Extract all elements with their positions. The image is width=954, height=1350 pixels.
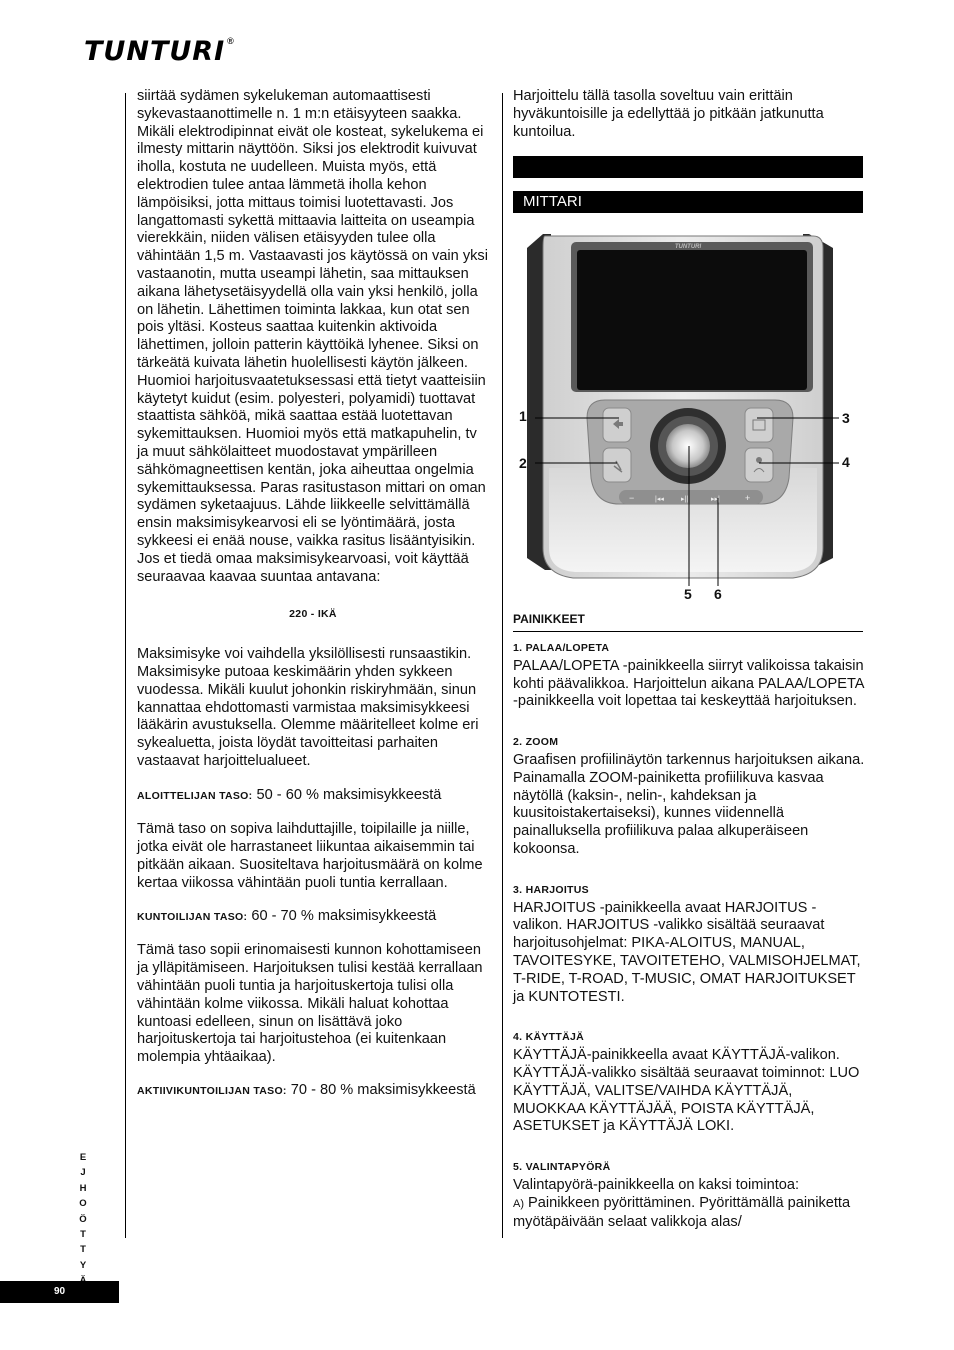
active-level-heading: [137, 1082, 489, 1101]
intro-paragraph: siirtää sydämen sykelukeman automaattisesti sykevastaanottimelle n. 1 m:n etäisyyteen saakka. Mikäli elektrodipinnat eivät ole kosteat, sykelukema ei ilmesty mittarin näyttöön. Siksi jos elektrodit kuivuvat iholla, kostuta ne uudelleen. Muista myös, että elektrodien tulee antaa lämmetä iholla kehon lämpöisiksi, jotta mittaus toimisi luotettavasti. Jos langattomasti sykettä mittaavia laitteita on useampia vierekkäin, niiden välisen etäisyyden tulee olla vähintään 1,5 m. Vastaavasti jos käytössä on vain yksi vastaanotin, mutta useampi lähetin, saa mittauksen aikana lähetysetäisyydellä olla vain yksi henkilö, jolla on lähetin. Lähettimen toiminta lakkaa, kun otat sen pois yltäsi. Kosteus saattaa kuitenkin aktivoida lähettimen, jolloin patterin käyttöikä lyhenee. Siksi on tärkeätä kuivata lähetin huolellisesti käytön jälkeen. Huomioi harjoitusvaatetuksessasi että tietyt vaatteisiin käytetyt kuidut (esim. polyesteri, polyamidi) tuottavat staattista sähköä, mikä saattaa estää luotettavan sykemittauksen. Huomioi myös että matkapuhelin, tv ja muut sähkölaitteet muodostavat ympärilleen sähkömagneettisen kentän, joka aiheuttaa ongelmia sykemittauksessa. Paras rasitustason mittari on oman sydämen syketaajuus. Lähde liikkeelle selvittämällä ensin maksimisykearvosi eli se lyöntimäärä, josta sykkeesi ei enää nouse, vaikka rasitus lisääntyisikin. Jos et tiedä omaa maksimisykearvoasi, voit käyttää seuraavaa kaavaa suuntaa antavana:: [137, 88, 488, 585]
side-label-letter: J: [80, 1167, 86, 1179]
beginner-level-text: Tämä taso on sopiva laihduttajille, toipilaille ja niille, jotka eivät ole harrastaneet liikuntaa aikaisemmin tai pitkään aikaan. Suositeltava harjoitusmäärä on kolme kertaa viikossa vähintään puoli tuntia kerrallaan.: [137, 821, 483, 891]
item-3-title: 3. HARJOITUS: [513, 883, 589, 896]
side-label-letter: Y: [79, 1259, 87, 1271]
left-column-rule: [125, 93, 126, 1238]
side-label-letter: H: [79, 1182, 87, 1194]
minus-button: −: [629, 493, 635, 503]
fitness-level-value: 60 - 70 % maksimisykkeestä: [247, 907, 437, 924]
active-level-value: 70 - 80 % maksimisykkeestä: [286, 1082, 476, 1099]
item-5-text: Valintapyörä-painikkeella on kaksi toimintoa:: [513, 1176, 800, 1193]
item-5-sub-text: Painikkeen pyörittäminen. Pyörittämällä painiketta myötäpäivään selaat valikkoja alas/: [513, 1194, 851, 1230]
screen: [577, 250, 807, 390]
active-level-label: AKTIIVIKUNTOILIJAN TASO:: [137, 1085, 287, 1098]
item-5-title: 5. VALINTAPYÖRÄ: [513, 1161, 611, 1174]
side-label-letter: Ö: [79, 1213, 87, 1225]
section-title-bar: [513, 191, 863, 213]
selector-knob: [666, 424, 710, 468]
brand-name: TUNTURI: [84, 36, 226, 67]
beginner-level-heading: [137, 787, 489, 806]
intro-paragraph-right: Harjoittelu tällä tasolla soveltuu vain erittäin hyväkuntoisille ja edellyttää jo pitkään jatkunutta kuntoilua.: [513, 88, 824, 140]
item-1-title: 1. PALAA/LOPETA: [513, 642, 610, 654]
page-number: 90: [0, 1281, 119, 1303]
right-column-intro: [513, 88, 863, 141]
item-5-sub-label: A): [513, 1197, 524, 1210]
fitness-level-label: KUNTOILIJAN TASO:: [137, 910, 248, 923]
section-title: MITTARI: [523, 193, 582, 210]
side-label-letter: O: [79, 1198, 87, 1210]
next-button: ▸▸|: [711, 496, 720, 503]
callout-3: 3: [842, 410, 850, 426]
callout-5: 5: [684, 586, 692, 602]
callout-1: 1: [519, 408, 527, 424]
brand-logo: [84, 36, 234, 67]
device-brand: TUNTURI: [674, 244, 702, 250]
formula: 220 - IKÄ: [289, 608, 337, 621]
beginner-level-value: 50 - 60 % maksimisykkeestä: [252, 786, 442, 803]
callout-4: 4: [842, 454, 850, 470]
item-5-sub: [513, 1195, 865, 1232]
console-illustration: [513, 228, 863, 588]
registered-mark: ®: [227, 36, 234, 46]
play-pause-button: ▸||: [681, 496, 689, 503]
side-label-letter: T: [80, 1244, 86, 1256]
zoom-button: [603, 448, 631, 482]
callout-2: 2: [519, 455, 527, 471]
beginner-level-label: ALOITTELIJAN TASO:: [137, 789, 253, 802]
item-1-text: PALAA/LOPETA -painikkeella siirryt valikoissa takaisin kohti päävalikkoa. Harjoittelun aikana PALAA/LOPETA -painikkeella voit lopettaa tai keskeyttää harjoituksen.: [513, 657, 864, 710]
side-label-letter: T: [80, 1229, 86, 1241]
user-button: [745, 448, 773, 482]
user-icon: [756, 457, 762, 463]
plus-button: +: [745, 493, 751, 503]
workout-button: [745, 408, 773, 442]
buttons-list: [513, 640, 865, 1231]
item-2-text: Graafisen profiilinäytön tarkennus harjoituksen aikana. Painamalla ZOOM-painiketta profiilikuva kasvaa näytöllä (kaksin-, nelin-, kahdeksan ja kuusitoistakertaiseksi), kunnes viidennellä painalluksella profiilikuva palaa alkuperäiseen kokoonsa.: [513, 751, 865, 857]
fitness-level-heading: [137, 908, 489, 927]
item-4-text: KÄYTTÄJÄ-painikkeella avaat KÄYTTÄJÄ-valikon. KÄYTTÄJÄ-valikko sisältää seuraavat toiminnot: LUO KÄYTTÄJÄ, VALITSE/VAIHDA KÄYTTÄJÄ, MUOKKAA KÄYTTÄJÄÄ, POISTA KÄYTTÄJÄ, ASETUKSET ja KÄYTTÄJÄ LOKI.: [513, 1047, 860, 1135]
middle-column-rule: [502, 93, 503, 1238]
max-heart-rate-paragraph: Maksimisyke voi vaihdella yksilöllisesti runsaastikin. Maksimisyke putoaa keskimäärin yhden sykkeen vuodessa. Mikäli kuulut johonkin riskiryhmään, sinun kannattaa ehdottomasti varmistaa maksimisykkeesi lääkärin avustuksella. Olemme määritelleet kolme eri sykealuetta, joista löydät tavoitteitasi parhaiten vastaavat harjoittelualueet.: [137, 646, 479, 769]
side-label-letter: E: [79, 1152, 87, 1163]
media-button-strip: [619, 490, 763, 504]
section-bar: [513, 156, 863, 178]
left-column: [137, 88, 489, 1101]
item-4-title: 4. KÄYTTÄJÄ: [513, 1031, 584, 1044]
fitness-level-text: Tämä taso sopii erinomaisesti kunnon kohottamiseen ja ylläpitämiseen. Harjoituksen tulisi kestää kerrallaan vähintään puoli tuntia ja harjoituskertoja tulisi olla vähintään kolme viikossa. Mikäli haluat kohottaa kuntoasi edelleen, sinun on lisättävä joko harjoituskertoja tai harjoitustehoa (ei kuitenkaan molempia yhtäaikaa).: [137, 942, 483, 1066]
previous-button: |◂◂: [655, 496, 664, 503]
item-3-text: HARJOITUS -painikkeella avaat HARJOITUS -valikon. HARJOITUS -valikko sisältää seuraavat harjoitusohjelmat: PIKA-ALOITUS, MANUAL, TAVOITESYKE, TAVOITETEHO, VALMISOHJELMAT, T-RIDE, T-ROAD, T-MUSIC, OMAT HARJOITUKSET ja KUNTOTESTI.: [513, 899, 861, 1005]
buttons-heading: PAINIKKEET: [513, 612, 863, 632]
item-2-title: 2. ZOOM: [513, 736, 559, 749]
callout-6: 6: [714, 586, 722, 602]
